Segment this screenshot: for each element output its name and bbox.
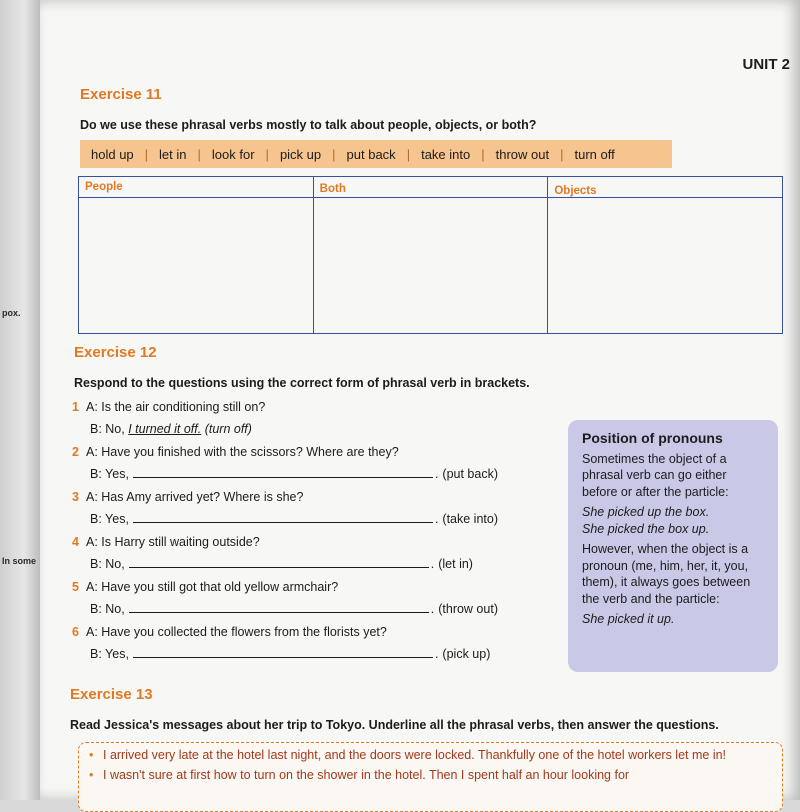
- answer-line: [90, 512, 498, 526]
- answer-blank[interactable]: [129, 567, 429, 568]
- exercise-12-instruction: Respond to the questions using the correct form of phrasal verb in brackets.: [74, 376, 530, 390]
- phrasal-verb-bar: [80, 140, 672, 168]
- answer-blank[interactable]: [129, 612, 429, 613]
- message-item: • I wasn't sure at first how to turn on the shower in the hotel. Then I spent half an hour looking for: [103, 767, 772, 784]
- verb-hint: (let in): [438, 557, 473, 571]
- question-text: A: Is Harry still waiting outside?: [86, 535, 260, 549]
- separator: |: [560, 146, 564, 162]
- question-number: 6: [72, 625, 79, 639]
- answer-prefix: B: No,: [90, 422, 125, 436]
- question-text: A: Is the air conditioning still on?: [86, 400, 266, 414]
- message-item: • I arrived very late at the hotel last night, and the doors were locked. Thankfully one of the hotel workers let me in!: [103, 747, 772, 764]
- verb-hint: (throw out): [438, 602, 498, 616]
- verb-take-into: take into: [421, 146, 471, 162]
- exercise-13-instruction: Read Jessica's messages about her trip to Tokyo. Underline all the phrasal verbs, then answer the questions.: [70, 718, 719, 732]
- column-header-people: People: [79, 177, 313, 198]
- answer-blank[interactable]: [133, 522, 433, 523]
- answer-line: [90, 467, 498, 481]
- left-page-fragment: In some: [2, 556, 37, 566]
- answer-prefix: B: No,: [90, 557, 125, 571]
- separator: |: [332, 146, 336, 162]
- answer-prefix: B: No,: [90, 602, 125, 616]
- exercise-12-title: Exercise 12: [74, 344, 157, 361]
- verb-throw-out: throw out: [495, 146, 550, 162]
- exercise-13-title: Exercise 13: [70, 686, 153, 703]
- answer-line: [90, 557, 473, 571]
- info-box-example: She picked it up.: [582, 612, 675, 626]
- unit-label: UNIT 2: [742, 56, 790, 73]
- answer-prefix: B: Yes,: [90, 467, 129, 481]
- column-header-objects: Objects: [548, 177, 782, 198]
- answer-blank[interactable]: [133, 657, 433, 658]
- exercise-11-title: Exercise 11: [80, 86, 162, 103]
- example-answer: I turned it off.: [128, 422, 202, 436]
- question-text: A: Have you finished with the scissors? Where are they?: [86, 445, 399, 459]
- info-box-example: She picked the box up.: [582, 521, 710, 536]
- verb-let-in: let in: [159, 146, 187, 162]
- question-number: 2: [72, 445, 79, 459]
- separator: |: [481, 146, 485, 162]
- classification-table: [78, 176, 783, 334]
- period: .: [434, 467, 439, 481]
- question-number: 4: [72, 535, 79, 549]
- verb-hint: (pick up): [442, 647, 491, 661]
- verb-put-back: put back: [346, 146, 396, 162]
- answer-line: [90, 602, 498, 616]
- verb-turn-off: turn off: [574, 146, 615, 162]
- info-box-paragraph: Sometimes the object of a phrasal verb can go either before or after the particle:: [582, 451, 729, 499]
- verb-pick-up: pick up: [279, 146, 322, 162]
- pronouns-info-box: [568, 420, 778, 672]
- question-number: 3: [72, 490, 79, 504]
- separator: |: [265, 146, 269, 162]
- column-objects[interactable]: [548, 177, 782, 333]
- messages-box: [78, 742, 783, 812]
- column-both[interactable]: [314, 177, 549, 333]
- question-number: 1: [72, 400, 79, 414]
- question-text: A: Have you still got that old yellow armchair?: [86, 580, 339, 594]
- column-people[interactable]: [79, 177, 314, 333]
- period: .: [434, 512, 439, 526]
- period: .: [434, 647, 439, 661]
- separator: |: [144, 146, 149, 162]
- left-page-fragment: pox.: [2, 308, 21, 318]
- period: .: [430, 557, 435, 571]
- answer-prefix: B: Yes,: [90, 512, 129, 526]
- separator: |: [197, 146, 201, 162]
- period: .: [430, 602, 435, 616]
- question-text: A: Has Amy arrived yet? Where is she?: [86, 490, 304, 504]
- verb-hint: (take into): [442, 512, 499, 526]
- verb-look-for: look for: [211, 146, 255, 162]
- workbook-page: [40, 0, 800, 800]
- answer-blank[interactable]: [133, 477, 433, 478]
- left-page-edge: [0, 0, 40, 800]
- answer-prefix: B: Yes,: [90, 647, 129, 661]
- question-text: A: Have you collected the flowers from the florists yet?: [86, 625, 387, 639]
- answer-line: [90, 647, 490, 661]
- info-box-paragraph: However, when the object is a pronoun (me, him, her, it, you, them), it always goes between the verb and the particle:: [582, 542, 751, 606]
- verb-hold-up: hold up: [91, 146, 134, 162]
- answer-line: [90, 422, 252, 436]
- verb-hint: (put back): [442, 467, 499, 481]
- verb-hint: (turn off): [204, 422, 252, 436]
- column-header-both: Both: [314, 177, 548, 198]
- question-number: 5: [72, 580, 79, 594]
- exercise-11-instruction: Do we use these phrasal verbs mostly to talk about people, objects, or both?: [80, 118, 537, 132]
- info-box-example: She picked up the box.: [582, 505, 710, 519]
- separator: |: [406, 146, 411, 162]
- info-box-title: Position of pronouns: [582, 430, 723, 446]
